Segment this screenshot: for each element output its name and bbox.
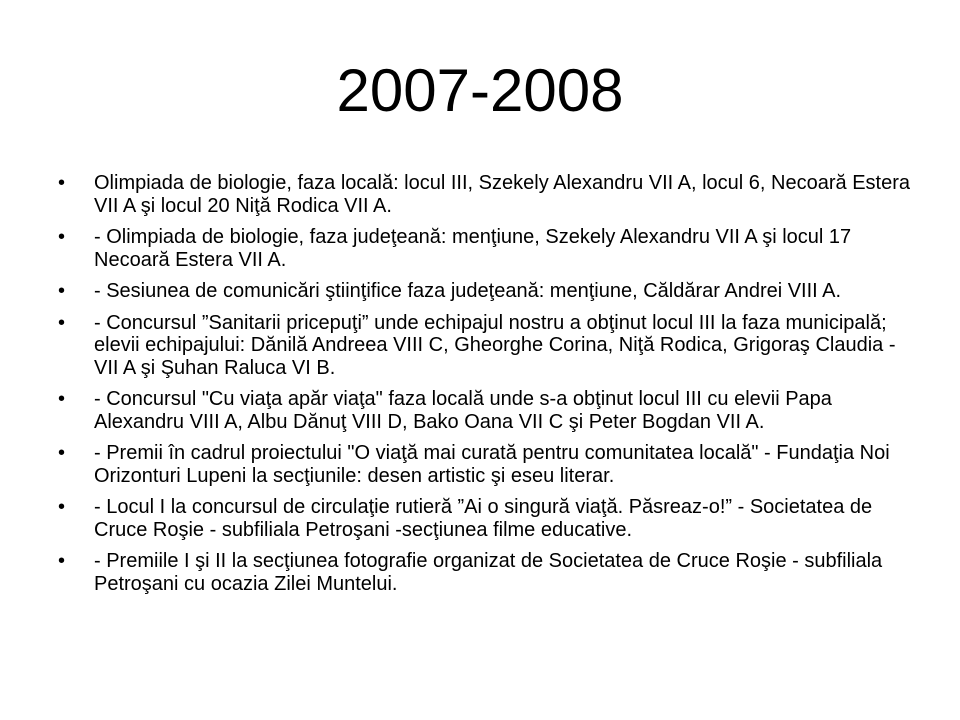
- list-item: [58, 312, 918, 380]
- bullet-icon: •: [58, 442, 66, 464]
- list-item: [58, 442, 918, 487]
- list-item: [58, 496, 918, 541]
- list-item: [58, 550, 918, 595]
- list-item-text: Olimpiada de biologie, faza locală: locul III, Szekely Alexandru VII A, locul 6, Necoară Estera VII A şi locul 20 Niţă Rodica VII A.: [94, 172, 910, 217]
- list-item-text: - Locul I la concursul de circulaţie rutieră ”Ai o singură viaţă. Păsreaz-o!” - Societatea de Cruce Roşie - subfiliala Petroşani -secţiunea filme educative.: [94, 496, 873, 541]
- bullet-icon: •: [58, 550, 66, 572]
- list-item-text: - Concursul ”Sanitarii pricepuţi” unde echipajul nostru a obţinut locul III la faza municipală; elevii echipajului: Dănilă Andreea VIII C, Gheorghe Corina, Niţă Rodica, Grigoraş Claudia - VII A şi Şuhan Raluca VI B.: [94, 311, 896, 379]
- list-item-text: - Premii în cadrul proiectului "O viaţă mai curată pentru comunitatea locală" - Fundaţia Noi Orizonturi Lupeni la secţiunile: desen artistic şi eseu literar.: [94, 442, 890, 487]
- bullet-icon: •: [58, 496, 66, 518]
- list-item: [58, 388, 918, 433]
- bullet-icon: •: [58, 311, 66, 334]
- bullet-icon: •: [58, 280, 66, 302]
- list-item: [58, 172, 918, 217]
- bullet-icon: •: [58, 226, 66, 248]
- list-item-text: - Premiile I şi II la secţiunea fotografie organizat de Societatea de Cruce Roşie - subfiliala Petroşani cu ocazia Zilei Muntelui.: [94, 550, 883, 595]
- bullet-icon: •: [58, 388, 66, 410]
- slide-title: 2007-2008: [336, 57, 624, 124]
- bullet-list: [58, 172, 918, 604]
- list-item-text: - Sesiunea de comunicări ştiinţifice faza judeţeană: menţiune, Căldărar Andrei VIII A.: [94, 280, 842, 302]
- list-item-text: - Concursul "Cu viaţa apăr viaţa" faza locală unde s-a obţinut locul III cu elevii Papa Alexandru VIII A, Albu Dănuţ VIII D, Bako Oana VII C şi Peter Bogdan VII A.: [94, 388, 832, 433]
- list-item: [58, 226, 918, 271]
- list-item-text: - Olimpiada de biologie, faza judeţeană: menţiune, Szekely Alexandru VII A şi locul 17 Necoară Estera VII A.: [94, 226, 852, 271]
- bullet-icon: •: [58, 172, 66, 194]
- list-item: [58, 280, 918, 303]
